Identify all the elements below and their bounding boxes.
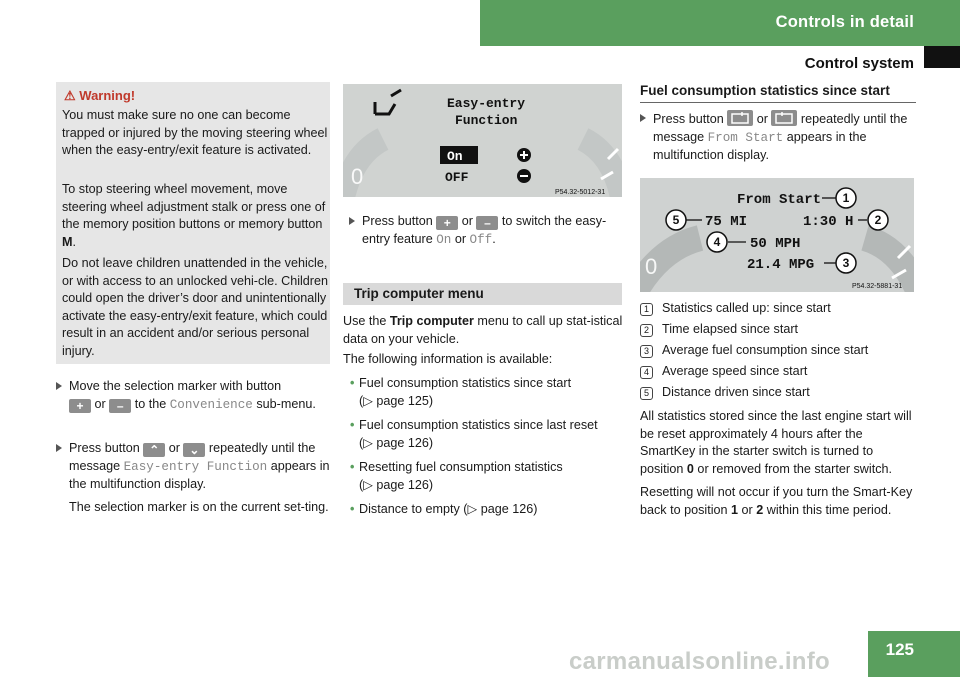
on-label: On	[447, 149, 463, 164]
display1-code: P54.32-5012-31	[555, 189, 606, 196]
no-reset-paragraph: Resetting will not occur if you turn the Smart-Key back to position 1 or 2 within this time period.	[640, 485, 913, 517]
legend-item: 5 Distance driven since start	[640, 384, 920, 402]
legend-item: 3 Average fuel consumption since start	[640, 342, 920, 360]
page-ref-icon: ▷	[467, 502, 478, 516]
section-heading	[343, 283, 622, 305]
step-arrow-icon	[56, 444, 62, 452]
warning-icon: ⚠	[64, 88, 76, 103]
from-start-line: From Start	[737, 192, 822, 208]
page-number-box	[868, 631, 960, 677]
warning-title	[64, 88, 135, 104]
step-press-button: Press button ⌃ or ⌄ repeatedly until the message Easy-entry Function appears in the multifunction display.	[56, 440, 331, 494]
mpg-value: 21.4 MPG	[747, 257, 815, 273]
from-start-display-graphic	[640, 178, 914, 292]
svg-text:3: 3	[842, 256, 850, 270]
list-item: • Fuel consumption statistics since last reset (▷ page 126)	[350, 418, 598, 450]
distance-value: 75 MI	[705, 214, 748, 230]
trip-intro: Use the Trip computer menu to call up stat-istical data on your vehicle.	[343, 314, 623, 346]
header-band	[480, 0, 960, 46]
warning-para-3: Do not leave children unattended in the vehicle, or with access to an unlocked vehi-cle. Children could open the driver’s door and unintentionally activate the easy-entry/exit feature, which could result in an accident and/or serious personal injury.	[62, 256, 328, 358]
svg-text:5: 5	[672, 213, 680, 227]
step-note: The selection marker is on the current set-ting.	[69, 500, 329, 514]
svg-text:4: 4	[713, 235, 721, 249]
header-marker	[924, 46, 960, 68]
from-start-display	[640, 178, 914, 292]
page-ref-icon: ▷	[363, 477, 373, 492]
watermark: carmanualsonline.info	[569, 648, 831, 675]
minus-button-icon: –	[476, 216, 498, 230]
section-heading-text: Trip computer menu	[354, 286, 484, 301]
plus-button-icon: +	[436, 216, 458, 230]
svg-text:2: 2	[874, 213, 882, 227]
page-number: 125	[885, 640, 914, 659]
svg-text:1: 1	[842, 191, 850, 205]
section-title: Controls in detail	[775, 13, 914, 31]
off-label: OFF	[445, 170, 469, 185]
easy-entry-display	[343, 84, 622, 197]
page-ref-icon: ▷	[363, 435, 373, 450]
warning-para-2: To stop steering wheel movement, move steering wheel adjustment stalk or press one of the memory position buttons or memory button M.	[62, 182, 326, 249]
step-move-marker: Move the selection marker with button + or – to the Convenience sub-menu.	[56, 378, 331, 414]
display-prev-button-icon	[771, 110, 797, 126]
step-press-display-button: Press button or repeatedly until the message From Start appears in the multifunction display.	[640, 110, 930, 165]
display1-title-2: Function	[455, 113, 518, 128]
warning-title-text: Warning!	[79, 88, 136, 103]
step-arrow-icon	[349, 217, 355, 225]
list-item: • Distance to empty (▷ page 126)	[350, 502, 538, 516]
list-item: • Resetting fuel consumption statistics (▷ page 126)	[350, 460, 563, 492]
down-arrow-button-icon: ⌄	[183, 443, 205, 457]
display-next-button-icon	[727, 110, 753, 126]
up-arrow-button-icon: ⌃	[143, 443, 165, 457]
step-switch-feature: Press button + or – to switch the easy-entry feature On or Off.	[349, 213, 630, 249]
list-item: • Fuel consumption statistics since start (▷ page 125)	[350, 376, 572, 408]
subsection-title: Control system	[804, 55, 914, 72]
fuel-title-rule	[640, 102, 916, 103]
display2-code: P54.32-5881-31	[852, 283, 903, 290]
step-arrow-icon	[56, 382, 62, 390]
display1-title-1: Easy-entry	[447, 96, 526, 111]
step-arrow-icon	[640, 114, 646, 122]
page-ref-icon: ▷	[363, 393, 373, 408]
legend-item: 2 Time elapsed since start	[640, 321, 920, 339]
speed-value: 50 MPH	[750, 236, 801, 252]
svg-text:0: 0	[351, 164, 364, 189]
warning-box	[56, 82, 330, 364]
plus-button-icon: +	[69, 399, 91, 413]
svg-text:0: 0	[645, 254, 658, 279]
minus-button-icon: –	[109, 399, 131, 413]
reset-paragraph: All statistics stored since the last engine start will be reset approximately 4 hours after the SmartKey in the starter switch is turned to position 0 or removed from the starter switch.	[640, 409, 912, 476]
trip-available: The following information is available:	[343, 352, 553, 366]
legend-item: 4 Average speed since start	[640, 363, 920, 381]
legend-item: 1 Statistics called up: since start	[640, 300, 920, 318]
time-value: 1:30 H	[803, 214, 854, 230]
fuel-section-title: Fuel consumption statistics since start	[640, 83, 890, 98]
easy-entry-display-graphic	[343, 84, 622, 197]
warning-para-1: You must make sure no one can become trapped or injured by the moving steering wheel when the easy-entry/exit feature is activated.	[62, 108, 328, 158]
